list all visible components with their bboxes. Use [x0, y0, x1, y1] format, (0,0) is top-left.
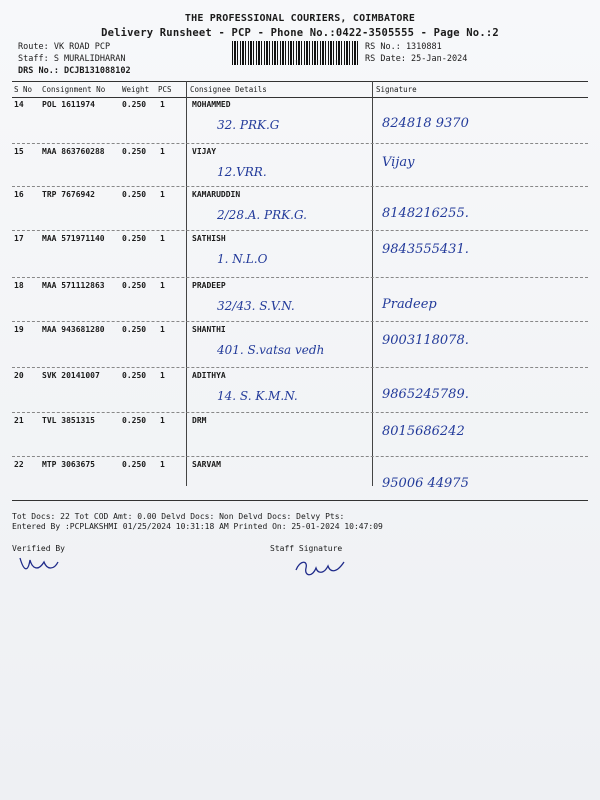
consignee-name: VIJAY — [192, 147, 217, 156]
pcs-value: 1 — [160, 281, 165, 290]
pcs-value: 1 — [160, 100, 165, 109]
table-row — [12, 321, 588, 368]
weight-value: 0.250 — [122, 281, 147, 290]
weight-value: 0.250 — [122, 416, 147, 425]
table-row — [12, 456, 588, 501]
staff-label: Staff: S MURALIDHARAN — [18, 54, 126, 64]
consignment-number: MAA 863760288 — [42, 147, 105, 156]
consignment-number: TRP 7676942 — [42, 190, 95, 199]
handwritten-signature: 9843555431. — [382, 242, 469, 257]
handwritten-address: 32. PRK.G — [217, 118, 280, 132]
handwritten-address: 401. S.vatsa vedh — [217, 343, 325, 357]
weight-value: 0.250 — [122, 147, 147, 156]
staff-signature — [290, 556, 350, 580]
col-pcs: PCS — [158, 85, 172, 94]
consignment-number: MTP 3063675 — [42, 460, 95, 469]
consignment-number: SVK 20141007 — [42, 371, 100, 380]
pcs-value: 1 — [160, 371, 165, 380]
serial-number: 21 — [14, 416, 24, 425]
handwritten-address: 14. S. K.M.N. — [217, 389, 298, 403]
table-row — [12, 367, 588, 413]
col-weight: Weight — [122, 85, 150, 94]
verifier-signature — [14, 552, 64, 576]
consignee-name: PRADEEP — [192, 281, 226, 290]
handwritten-signature: Pradeep — [382, 297, 437, 312]
col-consignee: Consignee Details — [190, 85, 267, 94]
consignment-number: TVL 3851315 — [42, 416, 95, 425]
pcs-value: 1 — [160, 416, 165, 425]
serial-number: 19 — [14, 325, 24, 334]
consignee-name: SATHISH — [192, 234, 226, 243]
serial-number: 17 — [14, 234, 24, 243]
serial-number: 16 — [14, 190, 24, 199]
weight-value: 0.250 — [122, 460, 147, 469]
rs-number: RS No.: 1310881 — [365, 42, 442, 52]
handwritten-address: 12.VRR. — [217, 165, 267, 179]
totals-line: Tot Docs: 22 Tot COD Amt: 0.00 Delvd Docs: Non Delvd Docs: Delvy Pts: — [12, 512, 345, 521]
rs-date: RS Date: 25-Jan-2024 — [365, 54, 468, 64]
consignee-name: SHANTHI — [192, 325, 226, 334]
footer-rule — [12, 500, 588, 501]
handwritten-signature: 9003118078. — [382, 333, 469, 348]
weight-value: 0.250 — [122, 234, 147, 243]
weight-value: 0.250 — [122, 371, 147, 380]
handwritten-address: 2/28.A. PRK.G. — [217, 208, 307, 222]
weight-value: 0.250 — [122, 100, 147, 109]
serial-number: 22 — [14, 460, 24, 469]
pcs-value: 1 — [160, 460, 165, 469]
pcs-value: 1 — [160, 234, 165, 243]
entered-by-line: Entered By :PCPLAKSHMI 01/25/2024 10:31:18 AM Printed On: 25-01-2024 10:47:09 — [12, 522, 383, 531]
consignment-number: MAA 943681280 — [42, 325, 105, 334]
col-consignment: Consignment No — [42, 85, 106, 94]
pcs-value: 1 — [160, 325, 165, 334]
consignee-name: MOHAMMED — [192, 100, 231, 109]
company-title: THE PROFESSIONAL COURIERS, COIMBATORE — [184, 13, 416, 24]
drs-number: DRS No.: DCJB131088102 — [18, 66, 131, 76]
pcs-value: 1 — [160, 147, 165, 156]
col-signature: Signature — [376, 85, 417, 94]
handwritten-address: 1. N.L.O — [217, 252, 268, 266]
serial-number: 18 — [14, 281, 24, 290]
serial-number: 14 — [14, 100, 24, 109]
consignment-number: MAA 571971140 — [42, 234, 105, 243]
serial-number: 20 — [14, 371, 24, 380]
table-row — [12, 96, 588, 144]
consignee-name: SARVAM — [192, 460, 221, 469]
table-row — [12, 277, 588, 322]
barcode — [232, 41, 358, 65]
consignee-name: KAMARUDDIN — [192, 190, 241, 199]
col-sno: S No — [14, 85, 33, 94]
consignee-name: ADITHYA — [192, 371, 226, 380]
handwritten-signature: 9865245789. — [382, 387, 469, 402]
handwritten-signature: 824818 9370 — [382, 116, 469, 131]
staff-signature-label: Staff Signature — [270, 544, 343, 553]
consignment-number: MAA 571112863 — [42, 281, 105, 290]
handwritten-signature: 8148216255. — [382, 206, 469, 221]
table-row — [12, 230, 588, 278]
runsheet-subtitle: Delivery Runsheet - PCP - Phone No.:0422-3505555 - Page No.:2 — [101, 27, 499, 39]
route-label: Route: VK ROAD PCP — [18, 42, 111, 52]
handwritten-signature: Vijay — [382, 155, 415, 170]
consignee-name: DRM — [192, 416, 207, 425]
consignment-number: POL 1611974 — [42, 100, 95, 109]
handwritten-signature: 95006 44975 — [382, 476, 469, 491]
weight-value: 0.250 — [122, 190, 147, 199]
verified-by-label: Verified By — [12, 544, 65, 553]
weight-value: 0.250 — [122, 325, 147, 334]
table-row — [12, 412, 588, 457]
handwritten-address: 32/43. S.V.N. — [217, 299, 295, 313]
handwritten-signature: 8015686242 — [382, 424, 465, 439]
pcs-value: 1 — [160, 190, 165, 199]
serial-number: 15 — [14, 147, 24, 156]
table-row — [12, 186, 588, 231]
table-row — [12, 143, 588, 187]
